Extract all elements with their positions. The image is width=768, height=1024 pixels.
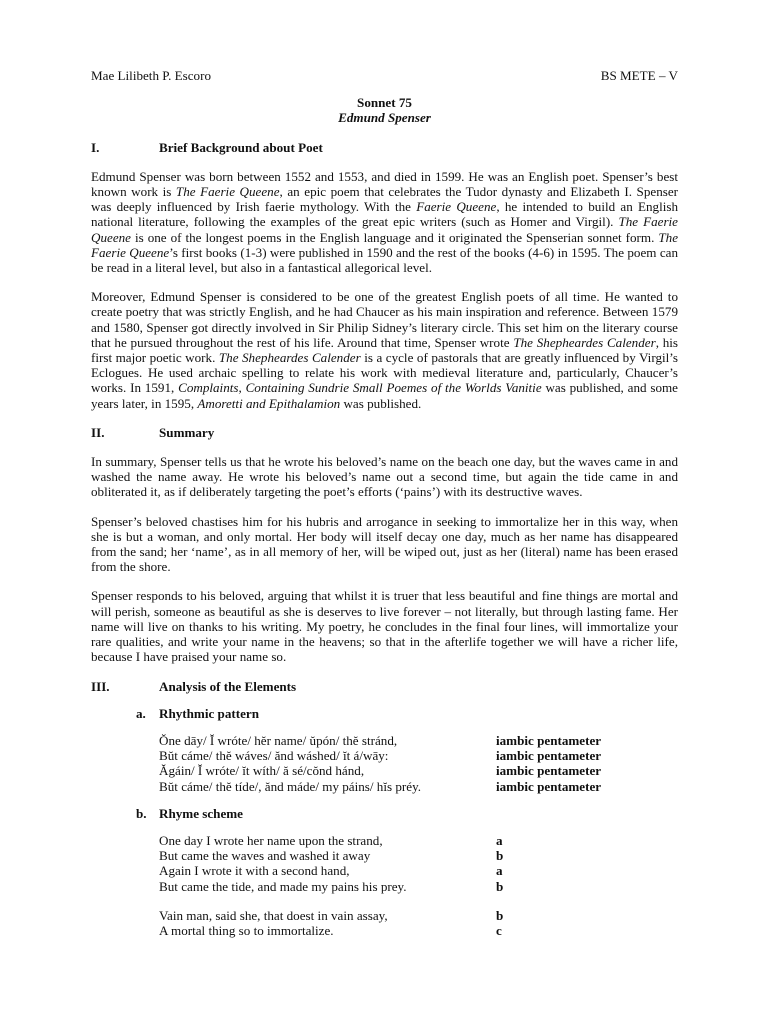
title-block xyxy=(91,95,678,125)
subheading-rhyme-scheme xyxy=(136,806,678,821)
subheading-rhythmic-pattern xyxy=(136,706,678,721)
verse-line: Ăgáin/ Ĭ wróte/ ĭt wíth/ ă sé/cŏnd hánd, xyxy=(159,763,365,779)
verse-line: One day I wrote her name upon the strand, xyxy=(159,832,383,848)
rhythm-lines xyxy=(159,733,678,794)
verse-row xyxy=(159,833,678,848)
verse-row xyxy=(159,733,678,748)
section-title: Analysis of the Elements xyxy=(159,678,297,694)
subsection-letter: b. xyxy=(136,805,147,821)
subsection-letter: a. xyxy=(136,705,146,721)
poem-title: Sonnet 75 xyxy=(357,95,412,111)
meter-label: iambic pentameter xyxy=(496,732,602,748)
subsection-title: Rhyme scheme xyxy=(159,805,243,821)
background-paragraph-2: Moreover, Edmund Spenser is considered to be one of the greatest English poets of all time. He wanted to create poetry that was strictly English, and he had Chaucer as his main inspiration and reference. Between 1579 and 1580, Spenser got directly involved in Sir Philip Sidney’s literary circle. This set him on the literary course that he pursued throughout the rest of his life. Around that time, Spenser wrote The Shepheardes Calender, his first major poetic work. The Shepheardes Calender is a cycle of pastorals that are greatly influenced by Virgil’s Eclogues. He used archaic spelling to relate his work with medieval literature and, particularly, Chaucer’s works. In 1591, Complaints, Containing Sundrie Small Poemes of the Worlds Vanitie was published, and some years later, in 1595, Amoretti and Epithalamion was published. xyxy=(91,289,679,411)
rhyme-label: c xyxy=(496,922,502,938)
verse-line: Bŭt cáme/ thĕ wáves/ ănd wáshed/ ĭt á/wāy: xyxy=(159,748,389,764)
course-code: BS METE – V xyxy=(600,68,678,83)
verse-row xyxy=(159,879,678,894)
meter-label: iambic pentameter xyxy=(496,778,602,794)
section-heading-background xyxy=(91,140,678,155)
verse-row xyxy=(159,863,678,878)
summary-paragraph-3: Spenser responds to his beloved, arguing that whilst it is truer that less beautiful and fine things are mortal and will perish, someone as beautiful as she is deserves to live forever – not literally, but through lasting fame. Her name will live on thanks to his writing. My poetry, he concludes in the final four lines, will immortalize your rare qualities, and write your name in the heavens; so that in the afterlife together we will have a richer life, because I have praised your name so. xyxy=(91,588,678,665)
section-number: III. xyxy=(91,678,110,694)
section-number: II. xyxy=(91,424,105,440)
rhyme-lines xyxy=(159,833,678,938)
verse-row xyxy=(159,763,678,778)
verse-line: But came the tide, and made my pains his prey. xyxy=(159,878,407,894)
verse-row xyxy=(159,848,678,863)
background-paragraph-1: Edmund Spenser was born between 1552 and 1553, and died in 1599. He was an English poet. Spenser’s best known work is The Faerie Queene, an epic poem that celebrates the Tudor dynasty and Elizabeth I. Spenser was deeply influenced by Irish faerie mythology. With the Faerie Queene, he intended to build an English national literature, following the examples of the great epic writers (such as Homer and Virgil). The Faerie Queene is one of the longest poems in the English language and it originated the Spenserian sonnet form. The Faerie Queene’s first books (1-3) were published in 1590 and the rest of the books (4-6) in 1595. The poem can be read in a literal level, but also in a fantastical allegorical level. xyxy=(91,168,679,276)
verse-line: But came the waves and washed it away xyxy=(159,848,371,864)
section-heading-analysis xyxy=(91,679,678,694)
verse-row xyxy=(159,923,678,938)
section-heading-summary xyxy=(91,425,678,440)
summary-paragraph-2: Spenser’s beloved chastises him for his hubris and arrogance in seeking to immortalize her in this way, when she is but a woman, and only mortal. Her body will itself decay one day, much as her name has disappeared from the sand; her ‘name’, as in all memory of her, will be wiped out, just as her (literal) name has been erased from the shore. xyxy=(91,513,678,575)
section-number: I. xyxy=(91,139,100,155)
section-title: Summary xyxy=(159,424,215,440)
author-name: Mae Lilibeth P. Escoro xyxy=(91,68,212,83)
rhyme-label: a xyxy=(496,832,503,848)
verse-line: A mortal thing so to immortalize. xyxy=(159,922,334,938)
page-header xyxy=(91,68,678,83)
verse-line: Bŭt cáme/ thĕ tíde/, ănd máde/ my páins/ hĭs préy. xyxy=(159,778,422,794)
subsection-title: Rhythmic pattern xyxy=(159,705,260,721)
rhyme-label: b xyxy=(496,878,504,894)
verse-line: Vain man, said she, that doest in vain assay, xyxy=(159,907,388,923)
rhyme-label: b xyxy=(496,848,504,864)
meter-label: iambic pentameter xyxy=(496,748,602,764)
section-title: Brief Background about Poet xyxy=(159,139,323,155)
verse-row xyxy=(159,779,678,794)
document-page xyxy=(91,68,678,938)
meter-label: iambic pentameter xyxy=(496,763,602,779)
rhyme-label: a xyxy=(496,863,503,879)
rhyme-label: b xyxy=(496,907,504,923)
verse-line: Ŏne dāy/ Ĭ wróte/ hĕr name/ ŭpón/ thĕ stránd, xyxy=(159,732,398,748)
verse-line: Again I wrote it with a second hand, xyxy=(159,863,350,879)
summary-paragraph-1: In summary, Spenser tells us that he wrote his beloved’s name on the beach one day, but the waves came in and washed the name away. He wrote his beloved’s name out a second time, but again the tide came in and obliterated it, as if deliberately targeting the poet’s efforts (‘pains’) with its destructive waves. xyxy=(91,454,678,500)
stanza-gap xyxy=(159,894,678,908)
verse-row xyxy=(159,748,678,763)
verse-row xyxy=(159,908,678,923)
poet-name: Edmund Spenser xyxy=(338,110,431,126)
